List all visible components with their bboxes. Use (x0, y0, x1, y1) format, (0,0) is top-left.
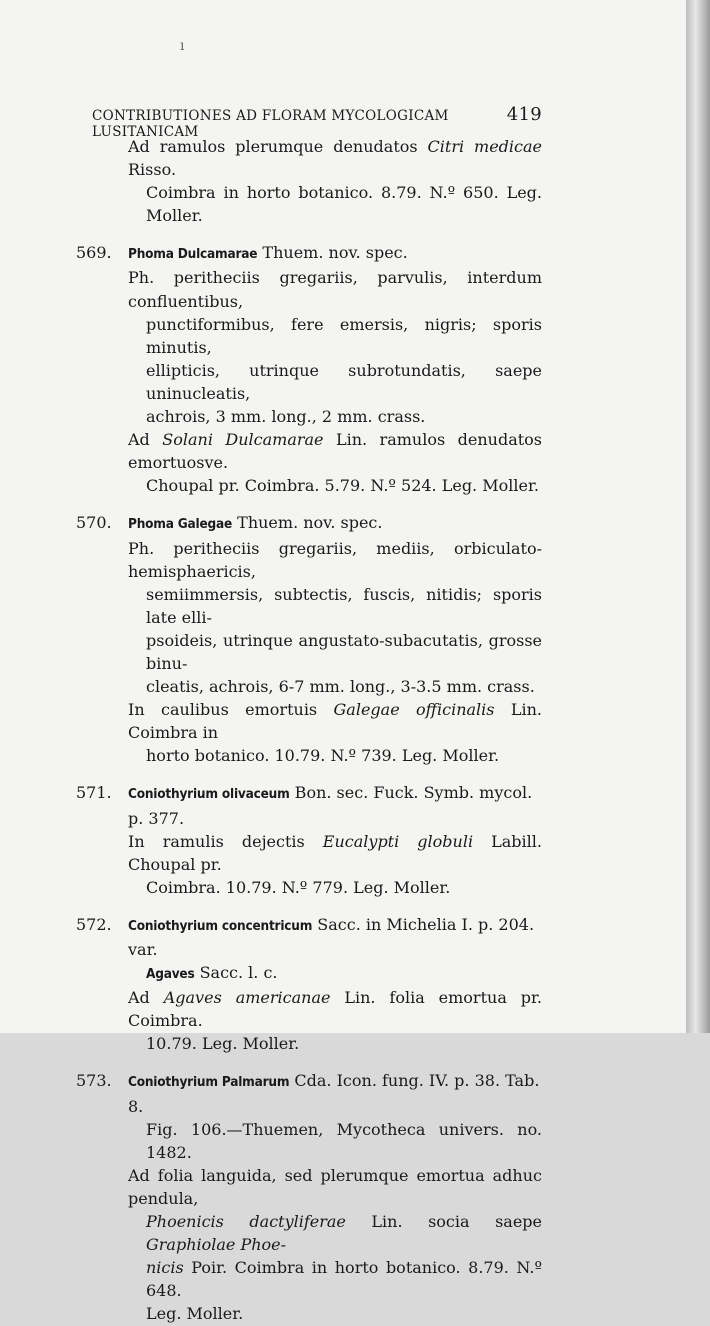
species-entry-570 (76, 511, 542, 767)
species-name: Coniothyrium Palmarum (128, 1074, 290, 1091)
habitat-line: Ad Solani Dulcamarae Lin. ramulos denudatos emortuosve. (128, 430, 543, 473)
entry-number: 569. (76, 243, 112, 263)
habitat-line: In ramulis dejectis Eucalypti globuli Labill. Choupal pr. (128, 831, 542, 874)
species-authority: Thuem. nov. spec. (232, 513, 383, 533)
species-authority: Cda. Icon. fung. IV. p. 38. Tab. 8. (128, 1071, 540, 1116)
habitat-line: Leg. Moller. (146, 1304, 244, 1324)
habitat-line: Choupal pr. Coimbra. 5.79. N.º 524. Leg. Moller. (146, 476, 539, 496)
description-line: Ph. peritheciis gregariis, mediis, orbiculato-hemisphaericis, (128, 538, 542, 581)
species-name: Phoma Galegae (128, 516, 233, 533)
description-line: cleatis, achrois, 6-7 mm. long., 3-3.5 mm. crass. (146, 677, 535, 697)
species-authority: Bon. sec. Fuck. Symb. mycol. p. 377. (128, 783, 533, 828)
habitat-line: Ad Agaves americanae Lin. folia emortua pr. Coimbra. (128, 988, 542, 1031)
description-line: achrois, 3 mm. long., 2 mm. crass. (146, 407, 426, 427)
page-content (76, 135, 542, 1326)
variety-line: Agaves Sacc. l. c. (146, 963, 278, 983)
continued-entry (76, 135, 542, 227)
description-line: semiimmersis, subtectis, fuscis, nitidis; sporis late elli- (146, 584, 542, 627)
header-title: CONTRIBUTIONES AD FLORAM MYCOLOGICAM LUSITANICAM (92, 108, 449, 140)
entry-number: 570. (76, 513, 112, 533)
habitat-line: Coimbra. 10.79. N.º 779. Leg. Moller. (146, 877, 451, 897)
species-name: Coniothyrium concentricum (128, 917, 313, 934)
habitat-line: In caulibus emortuis Galegae officinalis Lin. Coimbra in (128, 700, 542, 743)
habitat-line: Phoenicis dactyliferae Lin. socia saepe Graphiolae Phoe- (146, 1212, 542, 1255)
habitat-line: nicis Poir. Coimbra in horto botanico. 8.79. N.º 648. (146, 1258, 542, 1301)
entry-heading (76, 1069, 542, 1117)
page-edge (686, 0, 710, 1033)
entry-heading (76, 241, 542, 266)
species-entry-572 (76, 913, 542, 1056)
species-entry-573 (76, 1069, 542, 1325)
habitat-line: horto botanico. 10.79. N.º 739. Leg. Moller. (146, 746, 500, 766)
description-line: Ph. peritheciis gregariis, parvulis, interdum confluentibus, (128, 268, 542, 311)
species-name: Phoma Dulcamarae (128, 246, 258, 263)
species-authority: Thuem. nov. spec. (257, 243, 408, 263)
description-line: psoideis, utrinque angustato-subacutatis, grosse binu- (146, 630, 542, 673)
page-number: 419 (506, 104, 542, 125)
description-line: punctiformibus, fere emersis, nigris; sporis minutis, (146, 314, 542, 357)
species-name: Coniothyrium olivaceum (128, 786, 290, 803)
entry-heading (76, 511, 542, 536)
entry-number: 572. (76, 914, 112, 934)
description-line: ellipticis, utrinque subrotundatis, saepe uninucleatis, (146, 360, 542, 403)
entry-heading (76, 913, 542, 961)
ink-mark: ı (180, 38, 185, 54)
habitat-line: Ad ramulos plerumque denudatos Citri medicae Risso. (128, 137, 543, 180)
entry-number: 571. (76, 783, 112, 803)
entry-heading (76, 781, 542, 829)
habitat-line: Coimbra in horto botanico. 8.79. N.º 650. Leg. Moller. (146, 183, 542, 226)
reference-line: Fig. 106.—Thuemen, Mycotheca univers. no. 1482. (146, 1119, 542, 1162)
habitat-line: 10.79. Leg. Moller. (146, 1034, 300, 1054)
habitat-line: Ad folia languida, sed plerumque emortua adhuc pendula, (128, 1165, 542, 1208)
species-authority: Sacc. in Michelia I. p. 204. var. (128, 914, 535, 959)
variety-name: Agaves (146, 966, 195, 983)
species-entry-571 (76, 781, 542, 898)
entry-number: 573. (76, 1071, 112, 1091)
species-entry-569 (76, 241, 542, 497)
